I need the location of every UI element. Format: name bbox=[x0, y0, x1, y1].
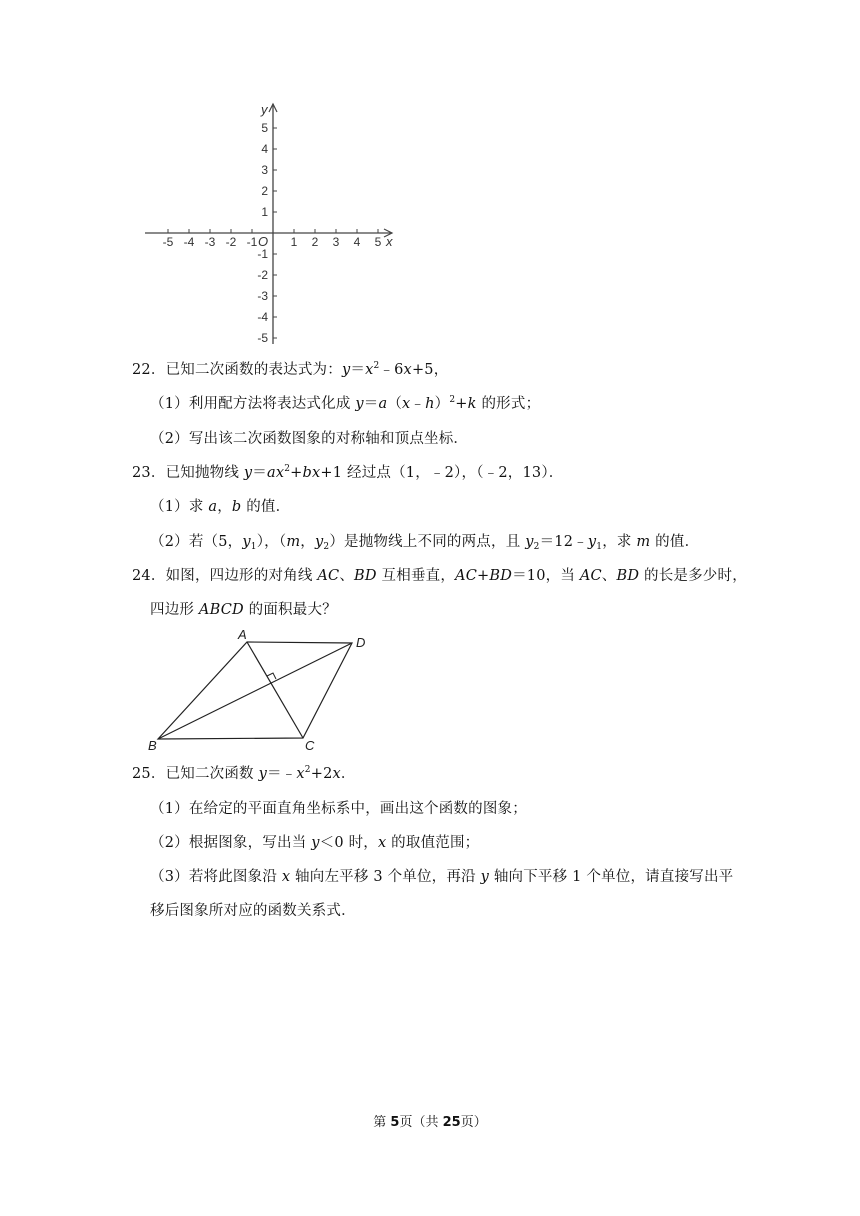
q24-bd3: BD bbox=[616, 568, 640, 584]
y-tick-label: -3 bbox=[257, 289, 268, 303]
q25-stem-a: 已知二次函数 bbox=[165, 766, 259, 782]
q23-sub2-y2b: y bbox=[525, 534, 534, 550]
q24-stem-e: ＝10，当 bbox=[512, 568, 580, 584]
q23-sub1-var-b: b bbox=[231, 499, 242, 515]
q24-stem-g: 的长是多少时， bbox=[639, 568, 747, 584]
q23-sub2-y1b: y bbox=[587, 534, 597, 550]
q24-line2-a: 四边形 bbox=[150, 602, 199, 618]
q25-sub2-c: 的取值范围； bbox=[386, 835, 480, 851]
q23-stem bbox=[132, 463, 563, 483]
q22-sub1 bbox=[150, 394, 540, 414]
q22-stem bbox=[132, 360, 448, 380]
y-tick-label: -5 bbox=[257, 331, 268, 345]
q25-sub2 bbox=[150, 833, 479, 853]
q25-sub3 bbox=[150, 867, 733, 887]
q23-sub2-y1: y bbox=[242, 534, 251, 550]
q23-sub2 bbox=[150, 532, 699, 552]
q25-sub3-a: （3）若将此图象沿 bbox=[150, 869, 282, 885]
y-tick-label: 1 bbox=[261, 205, 268, 219]
q23-sub2-sub2: 2 bbox=[323, 542, 330, 552]
q24-stem-line2 bbox=[150, 600, 337, 620]
q22-sub2: （2）写出该二次函数图象的对称轴和顶点坐标． bbox=[150, 431, 469, 447]
q24-stem-d: + bbox=[477, 568, 490, 584]
q23-sub2-d: ）是抛物线上不同的两点，且 bbox=[329, 534, 526, 550]
label-c: C bbox=[305, 738, 315, 753]
q24-stem bbox=[132, 566, 747, 586]
q25-sub3-y: y bbox=[480, 869, 490, 885]
y-tick-label: -2 bbox=[257, 268, 268, 282]
q23-var-b: b bbox=[302, 465, 313, 481]
q23-plus: + bbox=[290, 465, 303, 481]
diagonal-ac bbox=[247, 642, 303, 738]
x-tick-label: 5 bbox=[374, 235, 382, 249]
q24-ac: AC bbox=[317, 568, 340, 584]
q22-stem-text: 已知二次函数的表达式为： bbox=[165, 362, 342, 378]
q25-number: 25． bbox=[132, 766, 166, 782]
y-tick-label: 3 bbox=[261, 163, 268, 177]
q23-eq: ＝ bbox=[252, 465, 267, 481]
label-d: D bbox=[356, 635, 366, 650]
q24-bd2: BD bbox=[489, 568, 513, 584]
footer-middle: 页（共 bbox=[399, 1115, 443, 1130]
q25-sub3-x: x bbox=[281, 869, 291, 885]
q23-sub2-c: ， bbox=[300, 534, 315, 550]
q22-sub1-plus: + bbox=[455, 396, 468, 412]
q25-var-x2: x bbox=[332, 766, 341, 782]
q25-sub3-line2: 移后图象所对应的函数关系式． bbox=[150, 903, 356, 919]
y-tick-label: 5 bbox=[261, 121, 268, 135]
q22-sub1-y: y bbox=[355, 396, 364, 412]
q22-eq: ＝ bbox=[350, 362, 366, 378]
q24-ac2: AC bbox=[455, 568, 478, 584]
q23-sub1-a: （1）求 bbox=[150, 499, 209, 515]
q23-sub2-g: 的值． bbox=[650, 534, 700, 550]
q23-sub2-a: （2）若（5， bbox=[150, 534, 243, 550]
q22-sub1-minus: ﹣ bbox=[410, 396, 426, 412]
q23-sub2-m2: m bbox=[636, 534, 651, 550]
q24-ac3: AC bbox=[579, 568, 602, 584]
q23-sub1-b: 的值． bbox=[241, 499, 291, 515]
x-ticks bbox=[163, 229, 382, 249]
q25-stem-d: ． bbox=[340, 766, 356, 782]
q24-stem-c: 互相垂直， bbox=[376, 568, 456, 584]
q25-stem-c: +2 bbox=[310, 766, 333, 782]
quadrilateral-figure bbox=[140, 622, 380, 757]
y-tick-label: 2 bbox=[261, 184, 268, 198]
q23-var-x2: x bbox=[312, 465, 321, 481]
y-tick-label: 4 bbox=[261, 142, 268, 156]
q23-sub2-b: ），（ bbox=[256, 534, 287, 550]
x-tick-label: -1 bbox=[246, 235, 258, 249]
q23-sub2-y2: y bbox=[314, 534, 324, 550]
q23-sub2-f: ，求 bbox=[602, 534, 637, 550]
q24-bd: BD bbox=[354, 568, 377, 584]
label-b: B bbox=[148, 738, 157, 753]
q22-sub1-suffix: 的形式； bbox=[476, 396, 541, 412]
q23-sub1-var-a: a bbox=[208, 499, 218, 515]
q23-var-y: y bbox=[243, 465, 253, 481]
q22-sub1-prefix: （1）利用配方法将表达式化成 bbox=[150, 396, 356, 412]
q22-sub1-exponent: 2 bbox=[449, 395, 456, 405]
label-a: A bbox=[238, 627, 247, 642]
q25-sub3-c: 轴向下平移 1 个单位，请直接写出平 bbox=[489, 869, 734, 885]
coordinate-grid-figure bbox=[140, 96, 400, 351]
q25-stem bbox=[132, 764, 356, 784]
q22-sub1-paren-close: ） bbox=[434, 396, 450, 412]
q25-sub2-a: （2）根据图象，写出当 bbox=[150, 835, 312, 851]
q24-line2-b: 的面积最大？ bbox=[243, 602, 337, 618]
q25-stem-b: ＝﹣ bbox=[266, 766, 297, 782]
q23-sub2-sub2b: 2 bbox=[533, 542, 540, 552]
q22-sub1-h: h bbox=[425, 396, 435, 412]
q25-sub1: （1）在给定的平面直角坐标系中，画出这个函数的图象； bbox=[150, 801, 527, 817]
q23-sub2-e: ＝12﹣ bbox=[539, 534, 588, 550]
q23-sub1-comma: ， bbox=[217, 499, 232, 515]
q23-var-a: a bbox=[266, 465, 276, 481]
q25-var-x: x bbox=[296, 766, 305, 782]
x-tick-label: 4 bbox=[353, 235, 361, 249]
y-axis-label: y bbox=[261, 102, 268, 117]
q22-var-x: x bbox=[365, 362, 374, 378]
x-tick-label: -3 bbox=[204, 235, 216, 249]
q22-sub1-x: x bbox=[402, 396, 411, 412]
q22-var-x2: x bbox=[403, 362, 412, 378]
q22-sub1-paren-open: （ bbox=[387, 396, 403, 412]
x-tick-label: -4 bbox=[183, 235, 195, 249]
q24-abcd: ABCD bbox=[198, 602, 244, 618]
q24-stem-a: 如图，四边形的对角线 bbox=[165, 568, 318, 584]
q23-var-x: x bbox=[275, 465, 285, 481]
q22-exponent: 2 bbox=[373, 361, 380, 371]
q22-sub1-a: a bbox=[378, 396, 388, 412]
q22-var-y: y bbox=[341, 362, 351, 378]
q24-stem-f: 、 bbox=[601, 568, 617, 584]
x-tick-label: 1 bbox=[290, 235, 298, 249]
q23-stem-a: 已知抛物线 bbox=[165, 465, 244, 481]
q22-coef: ﹣6 bbox=[379, 362, 404, 378]
axes bbox=[145, 104, 392, 344]
footer-total-pages: 25 bbox=[442, 1115, 461, 1130]
q25-sub2-x: x bbox=[377, 835, 387, 851]
q23-stem-b: +1 经过点（1，﹣2），（﹣2，13）． bbox=[320, 465, 564, 481]
q23-sub2-sub1: 1 bbox=[250, 542, 257, 552]
q22-number: 22． bbox=[132, 362, 166, 378]
q23-sub2-sub1b: 1 bbox=[596, 542, 603, 552]
y-tick-label: -1 bbox=[257, 247, 268, 261]
diagonal-bd bbox=[158, 643, 352, 739]
q24-number: 24． bbox=[132, 568, 166, 584]
page-footer bbox=[0, 1111, 860, 1130]
q22-constant: +5， bbox=[411, 362, 449, 378]
q23-sub2-m: m bbox=[286, 534, 301, 550]
x-tick-label: 3 bbox=[332, 235, 340, 249]
q23-exponent: 2 bbox=[284, 464, 291, 474]
q22-sub1-eq: ＝ bbox=[363, 396, 379, 412]
q25-sub3-b: 轴向左平移 3 个单位，再沿 bbox=[290, 869, 481, 885]
q22-sub1-k: k bbox=[467, 396, 477, 412]
origin-label: O bbox=[258, 234, 269, 249]
q25-exponent: 2 bbox=[304, 765, 311, 775]
y-tick-label: -4 bbox=[257, 310, 268, 324]
footer-page-number: 5 bbox=[390, 1115, 400, 1130]
footer-suffix: 页） bbox=[460, 1115, 487, 1130]
footer-prefix: 第 bbox=[373, 1115, 391, 1130]
q23-sub1 bbox=[150, 497, 290, 517]
q25-sub2-b: ＜0 时， bbox=[319, 835, 378, 851]
x-axis-label: x bbox=[386, 234, 393, 249]
x-tick-label: -2 bbox=[225, 235, 237, 249]
q25-var-y: y bbox=[258, 766, 267, 782]
q24-stem-b: 、 bbox=[339, 568, 355, 584]
q25-sub2-y: y bbox=[311, 835, 320, 851]
x-tick-label: 2 bbox=[311, 235, 319, 249]
q23-number: 23． bbox=[132, 465, 166, 481]
x-tick-label: -5 bbox=[162, 235, 174, 249]
